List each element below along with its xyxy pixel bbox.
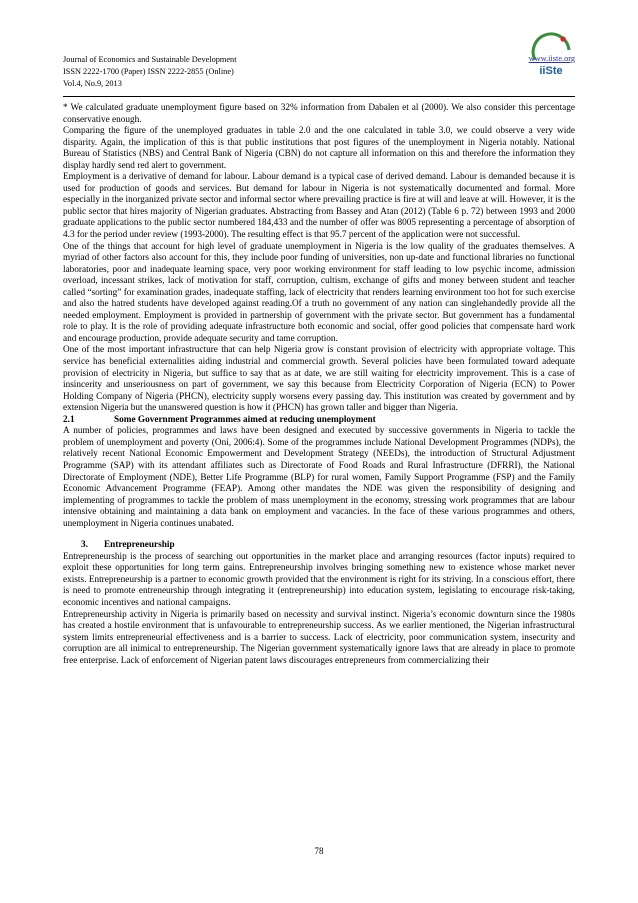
body-text [63,103,575,667]
iiste-logo [527,30,575,78]
spacer [63,530,575,540]
paragraph-electricity: One of the most important infrastructure that can help Nigeria grow is constant provision of electricity with appropriate voltage. This service has beneficial externalities aiding industrial and commercial growth. Several policies have been formulated toward adequate provision of electricity in Nigeria, but suffice to say that as at date, we are still waiting for electricity improvement. This is a case of insincerity and unseriousness on part of government, we say this because from Electricity Corporation of Nigeria (ECN) to Power Holding Company of Nigeria (PHCN), electricity supply worsens every passing day. This institution was created by government and by extension Nigeria but the unanswered question is how it (PHCN) has grown taller and bigger than Nigeria. [63,345,575,414]
page-number: 78 [314,846,324,856]
paragraph-programmes: A number of policies, programmes and laws have been designed and executed by successive governments in Nigeria to tackle the problem of unemployment and poverty (Oni, 2006:4). Some of the programmes include National Development Programmes (NDPs), the relatively recent National Economic Empowerment and Development Strategy (NEEDs), the introduction of Structural Adjustment Programme (SAP) with its attendant affiliates such as Directorate of Food Roads and Rural Infrastructure (DFRRI), the National Directorate of Employment (NDE), Better Life Programme (BLP) for rural women, Family Support Programme (FSP) and the Family Economic Advancement Programme (FEAP). Among other mandates the NDE was given the responsibility of designing and implementing of programmes to tackle the problem of mass unemployment in the economy, stressing work programmes that are labour intensive obtaining and maintaining a data bank on employment and vacancies. In the face of these various programmes and others, unemployment in Nigeria continues unabated. [63,426,575,529]
section-number: 2.1 [63,414,75,425]
paragraph-employment: Employment is a derivative of demand for labour. Labour demand is a typical case of derived demand. Labour is demanded because it is used for production of goods and services. But demand for labour in Nigeria is not systematically documented and formal. More especially in the inorganized private sector and informal sector where prevailing practice is fire at will and leave at will. However, it is the public sector that hires majority of Nigerian graduates. Abstracting from Bassey and Atan (2012) (Table 6 p. 72) between 1993 and 2000 graduate applications to the public sector numbered 184,433 and the number of offer was 8005 representing a percentage of absorption of 4.3 for the period under review (1993-2000). The resulting effect is that 95.7 percent of the application were not successful. [63,172,575,241]
paragraph-entrepreneurship-definition: Entrepreneurship is the process of searching out opportunities in the market place and arranging resources (factor inputs) required to exploit these opportunities for long term gains. Entrepreneurship involves bringing something new to existence whose market never exists. Entrepreneurship is a partner to economic growth provided that the environment is right for its striving. In a conscious effort, there is need to promote entreneurship through integrating it (entrepreneurship) into education system, legislating to encourage risk-taking, economic incentives and national campaigns. [63,551,575,608]
section-number: 3. [81,540,88,551]
paragraph-entrepreneurship-nigeria: Entrepreneurship activity in Nigeria is primarily based on necessity and survival instinct. Nigeria’s economic downturn since the 1980s has created a hostile environment that is unfavourable to entrepreneurship success. As we earlier mentioned, the Nigerian infrastructural system limits entrepreneurial effectiveness and is a barrier to success. Lack of electricity, poor communication system, insecurity and corruption are all inimical to entrepreneurship. The Nigerian government systematically ignore laws that are already in place to promote free enterprise. Lack of enforcement of Nigerian patent laws discourages entrepreneurs from commercializing their [63,609,575,666]
journal-title: Journal of Economics and Sustainable Development [63,55,237,64]
logo-dot [560,36,565,41]
section-heading-3 [63,540,575,552]
section-title: Entrepreneurship [104,540,175,551]
paragraph-comparison: Comparing the figure of the unemployed graduates in table 2.0 and the one calculated in table 3.0, we could observe a very wide disparity. Again, the implication of this is that public institutions that post figures of the unemployment in Nigeria notably. National Bureau of Statistics (NBS) and Central Bank of Nigeria (CBN) do not capture all information on this and therefore the information they display hardly send red alert to government. [63,126,575,171]
volume-line: Vol.4, No.9, 2013 [63,79,122,88]
paragraph-footnote: * We calculated graduate unemployment figure based on 32% information from Dabalen et al (2000). We also consider this percentage conservative enough. [63,103,575,125]
journal-website-link[interactable]: www.iiste.org [528,54,575,63]
header-divider [63,96,575,97]
page-header [63,54,575,96]
paragraph-graduate-quality: One of the things that account for high level of graduate unemployment in Nigeria is the low quality of the graduates themselves. A myriad of other factors also account for this, they include poor funding of universities, non up-date and functional libraries no functional laboratories, poor and inadequate learning space, very poor working environment for staff leading to low psychic income, admission overload, incessant strikes, lack of motivation for staff, corruption, cultism, exchange of gifts and money between student and teacher called “sorting” for examination grades, inadequate staffing, lack of electricity that renders learning environment too hot for such exercise and also the hatred students have developed against reading.Of a truth no government of any nation can singlehandedly provide all the needed employment. Employment is provided in partnership of government with the private sector. But government has a fundamental role to play. It is the role of providing adequate infrastructure both economic and social, offer good policies that compensate hard work and encourage production, provide adequate security and tame corruption. [63,241,575,344]
logo-text: iiSte [539,65,563,77]
section-title: Some Government Programmes aimed at reducing unemployment [114,414,376,425]
issn-line: ISSN 2222-1700 (Paper) ISSN 2222-2855 (Online) [63,67,234,76]
section-heading-2-1 [63,415,575,427]
